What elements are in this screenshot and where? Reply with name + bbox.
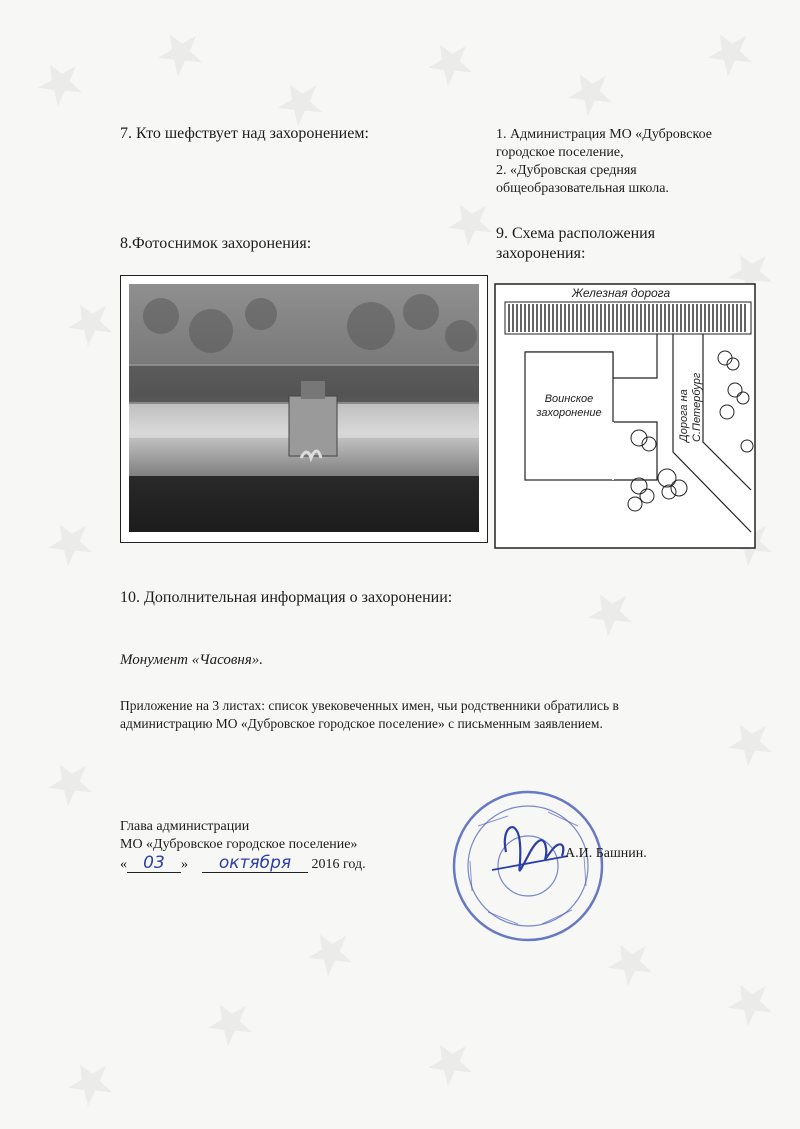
section9-heading-line1: 9. Схема расположения bbox=[496, 225, 656, 242]
signature-title-line1: Глава администрации bbox=[120, 819, 250, 834]
section9-heading bbox=[496, 224, 655, 264]
watermark-mark bbox=[553, 58, 627, 126]
memorial-photo bbox=[120, 275, 488, 543]
stamp-seal-image bbox=[448, 786, 608, 946]
burial-label-line2: захоронение bbox=[536, 407, 602, 419]
section7-answer-line: 1. Администрация МО «Дубровское bbox=[496, 127, 712, 142]
location-scheme bbox=[493, 282, 757, 550]
date-year: 2016 год. bbox=[311, 857, 366, 872]
signature-date bbox=[120, 854, 366, 874]
road-label-line2: С.Петербург bbox=[691, 372, 703, 442]
watermark-mark bbox=[53, 1048, 127, 1116]
watermark-mark bbox=[33, 748, 107, 816]
section8-heading: 8.Фотоснимок захоронения: bbox=[120, 235, 312, 252]
watermark-mark bbox=[713, 968, 787, 1036]
signature-block bbox=[120, 818, 366, 874]
appendix-line2: администрацию МО «Дубровское городское поселение» с письменным заявлением. bbox=[120, 716, 603, 731]
watermark-mark bbox=[413, 28, 487, 96]
watermark-mark bbox=[53, 288, 127, 356]
section10-heading: 10. Дополнительная информация о захоронении: bbox=[120, 589, 453, 606]
watermark-mark bbox=[693, 18, 767, 86]
section7-answer-line: городское поселение, bbox=[496, 145, 624, 160]
date-month: октября bbox=[202, 854, 308, 873]
watermark-mark bbox=[573, 578, 647, 646]
official-stamp bbox=[448, 786, 608, 946]
appendix-line1: Приложение на 3 листах: список увековеченных имен, чьи родственники обратились в bbox=[120, 698, 619, 713]
section7-answer-line: 2. «Дубровская средняя bbox=[496, 163, 637, 178]
memorial-photo-image bbox=[121, 276, 487, 542]
appendix-text bbox=[120, 697, 740, 733]
section7-answer-line: общеобразовательная школа. bbox=[496, 181, 669, 196]
watermark-mark bbox=[23, 48, 97, 116]
watermark-mark bbox=[33, 508, 107, 576]
watermark-mark bbox=[143, 18, 217, 86]
monument-text: Монумент «Часовня». bbox=[120, 652, 264, 668]
signature-title-line2: МО «Дубровское городское поселение» bbox=[120, 837, 358, 852]
section9-heading-line2: захоронения: bbox=[496, 245, 586, 262]
signatory-name: А.И. Башнин. bbox=[565, 846, 647, 861]
date-quote-close: » bbox=[181, 857, 188, 872]
date-day: 03 bbox=[127, 854, 181, 873]
burial-label-line1: Воинское bbox=[544, 393, 594, 405]
watermark-mark bbox=[293, 918, 367, 986]
section7-heading: 7. Кто шефствует над захоронением: bbox=[120, 125, 369, 142]
railway-label: Железная дорога bbox=[571, 286, 671, 300]
road-label-line1: Дорога на bbox=[678, 389, 690, 442]
location-scheme-diagram bbox=[493, 282, 757, 550]
section7-answers bbox=[496, 126, 766, 198]
watermark-mark bbox=[413, 1028, 487, 1096]
date-quote-open: « bbox=[120, 857, 127, 872]
watermark-mark bbox=[193, 988, 267, 1056]
